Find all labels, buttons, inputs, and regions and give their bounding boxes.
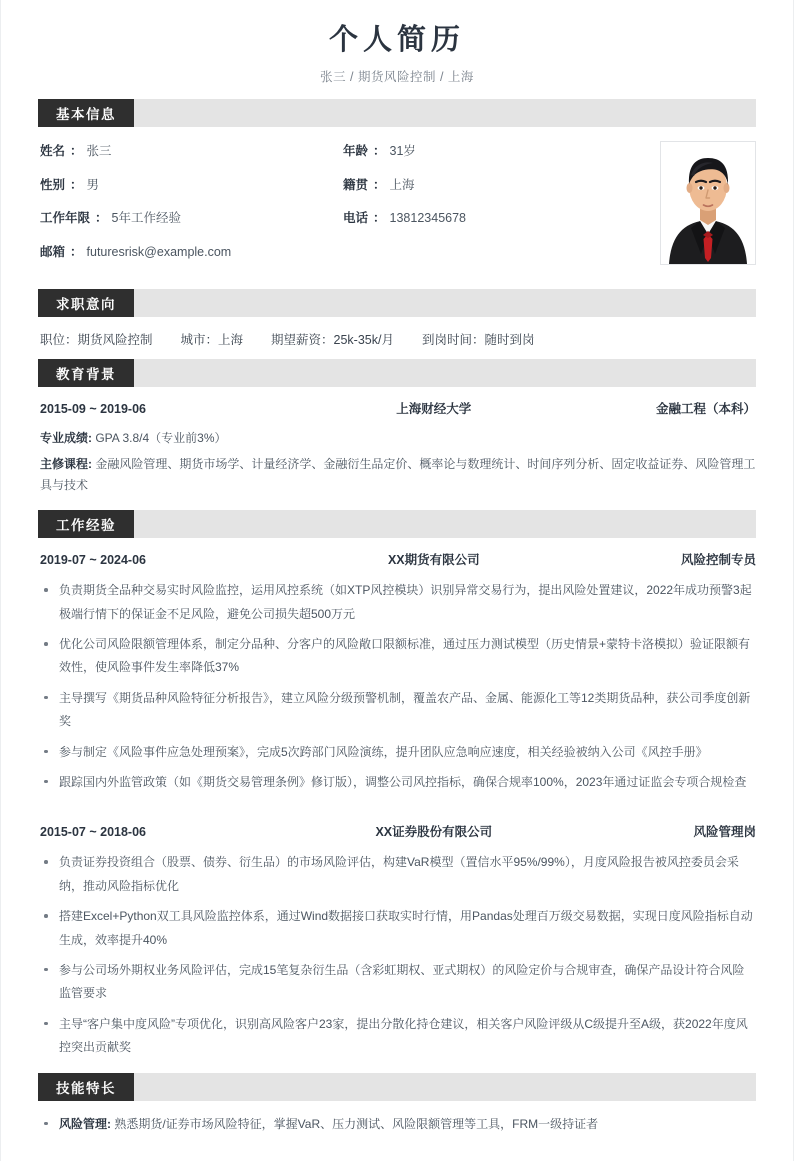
- education-courses-value: 金融风险管理、期货市场学、计量经济学、金融衍生品定价、概率论与数理统计、时间序列分析、固定收益证券、风险管理工具与技术: [40, 457, 756, 493]
- education-gpa-value: GPA 3.8/4（专业前3%）: [92, 431, 227, 446]
- page-subtitle: 张三 / 期货风险控制 / 上海: [320, 70, 474, 85]
- education-school: 上海财经大学: [396, 402, 472, 417]
- education-courses-line: [40, 454, 756, 496]
- field-age-colon: ：: [373, 144, 386, 159]
- field-age-label: 年龄: [343, 144, 369, 159]
- list-item: 参与制定《风险事件应急处理预案》，完成5次跨部门风险演练，提升团队应急响应速度，相关经验被纳入公司《风控手册》: [40, 741, 756, 764]
- section-header-basic: [38, 99, 756, 127]
- list-item: [40, 1113, 756, 1136]
- field-phone: [343, 212, 643, 225]
- list-item: 负责证券投资组合（股票、债券、衍生品）的市场风险评估，构建VaR模型（置信水平95%/99%），月度风险报告被风控委员会采纳，推动风险指标优化: [40, 851, 756, 898]
- work-entry-header: [40, 822, 756, 840]
- work-section: [1, 538, 793, 1065]
- job-intent-salary: 期望薪资：25k-35k/月: [271, 333, 394, 348]
- field-hometown: [343, 179, 643, 192]
- field-name-value: 张三: [86, 144, 112, 159]
- section-tag-basic: 基本信息: [38, 99, 134, 127]
- skill-name: 风险管理: [59, 1116, 108, 1131]
- work-entry-header: [40, 550, 756, 568]
- job-intent-section: [1, 317, 793, 359]
- work-bullet-list: [40, 579, 756, 794]
- field-phone-label: 电话: [343, 211, 369, 226]
- field-email-colon: ：: [70, 244, 83, 259]
- job-intent-position: 职位：期货风险控制: [40, 333, 153, 348]
- field-name-colon: ：: [70, 144, 83, 159]
- field-gender-colon: ：: [70, 177, 83, 192]
- field-name: [38, 145, 343, 158]
- basic-info-section: [1, 127, 793, 289]
- field-gender-value: 男: [86, 177, 100, 192]
- work-position: 风险管理岗: [693, 825, 756, 840]
- basic-info-fields: [38, 141, 650, 279]
- skill-colon: :: [107, 1116, 112, 1131]
- field-hometown-colon: ：: [373, 177, 386, 192]
- work-company: XX证券股份有限公司: [375, 825, 493, 840]
- field-gender-label: 性别: [40, 177, 66, 192]
- section-header-job-intent: [38, 289, 756, 317]
- field-name-label: 姓名: [40, 144, 66, 159]
- page-title: 个人简历: [328, 24, 465, 56]
- work-entry-divider: [40, 808, 756, 822]
- avatar: [660, 141, 756, 265]
- education-gpa-label: 专业成绩:: [40, 431, 92, 446]
- field-experience-years-value: 5年工作经验: [111, 211, 181, 226]
- work-entry: [40, 822, 756, 1059]
- education-gpa-line: [40, 428, 756, 449]
- field-experience-years-colon: ：: [95, 211, 108, 226]
- section-header-work: [38, 510, 756, 538]
- education-major: 金融工程（本科）: [655, 402, 756, 417]
- document-header: [1, 0, 793, 99]
- work-date: 2019-07 ~ 2024-06: [40, 553, 146, 568]
- education-entry-header: [40, 399, 756, 417]
- section-tag-skills: 技能特长: [38, 1073, 134, 1101]
- field-email-value: futuresrisk@example.com: [86, 244, 232, 259]
- spacer: [1, 1066, 793, 1073]
- list-item: 优化公司风险限额管理体系，制定分品种、分客户的风险敞口限额标准，通过压力测试模型（历史情景+蒙特卡洛模拟）验证限额有效性，使风险事件发生率降低37%: [40, 633, 756, 680]
- field-email-label: 邮箱: [40, 244, 66, 259]
- portrait-photo-icon: [661, 142, 755, 264]
- education-courses-label: 主修课程:: [40, 457, 92, 472]
- field-age-value: 31岁: [389, 144, 416, 159]
- field-experience-years: [38, 212, 343, 225]
- job-intent-city: 城市：上海: [180, 333, 244, 348]
- job-intent-availability: 到岗时间：随时到岗: [421, 333, 535, 348]
- field-email: [38, 246, 650, 259]
- section-tag-job-intent: 求职意向: [38, 289, 134, 317]
- work-company: XX期货有限公司: [387, 553, 480, 568]
- skills-section: [1, 1101, 793, 1161]
- list-item: 搭建Excel+Python双工具风险监控体系，通过Wind数据接口获取实时行情，用Pandas处理百万级交易数据，实现日度风险指标自动生成，效率提升40%: [40, 905, 756, 952]
- field-hometown-value: 上海: [389, 177, 415, 192]
- work-date: 2015-07 ~ 2018-06: [40, 825, 146, 840]
- field-hometown-label: 籍贯: [343, 177, 369, 192]
- skills-list: [40, 1113, 756, 1136]
- list-item: 主导撰写《期货品种风险特征分析报告》，建立风险分级预警机制，覆盖农产品、金属、能源化工等12类期货品种，获公司季度创新奖: [40, 687, 756, 734]
- field-phone-value: 13812345678: [389, 211, 467, 226]
- field-gender: [38, 179, 343, 192]
- list-item: 负责期货全品种交易实时风险监控，运用风控系统（如XTP风控模块）识别异常交易行为，提出风险处置建议，2022年成功预警3起极端行情下的保证金不足风险，避免公司损失超500万元: [40, 579, 756, 626]
- field-experience-years-label: 工作年限: [40, 211, 91, 226]
- section-header-education: [38, 359, 756, 387]
- work-position: 风险控制专员: [680, 553, 756, 568]
- list-item: 跟踪国内外监管政策（如《期货交易管理条例》修订版），调整公司风控指标，确保合规率100%，2023年通过证监会专项合规检查: [40, 771, 756, 794]
- skill-detail: 熟悉期货/证券市场风险特征，掌握VaR、压力测试、风险限额管理等工具，FRM一级持证者: [111, 1116, 599, 1131]
- field-age: [343, 145, 643, 158]
- work-entry: [40, 550, 756, 794]
- education-date: 2015-09 ~ 2019-06: [40, 402, 146, 417]
- section-header-skills: [38, 1073, 756, 1101]
- section-tag-education: 教育背景: [38, 359, 134, 387]
- list-item: 参与公司场外期权业务风险评估，完成15笔复杂衍生品（含彩虹期权、亚式期权）的风险定价与合规审查，确保产品设计符合风险监管要求: [40, 959, 756, 1006]
- field-phone-colon: ：: [373, 211, 386, 226]
- work-bullet-list: [40, 851, 756, 1059]
- section-tag-work: 工作经验: [38, 510, 134, 538]
- list-item: 主导“客户集中度风险”专项优化，识别高风险客户23家，提出分散化持仓建议，相关客户风险评级从C级提升至A级，获2022年度风控突出贡献奖: [40, 1013, 756, 1060]
- education-section: [1, 387, 793, 510]
